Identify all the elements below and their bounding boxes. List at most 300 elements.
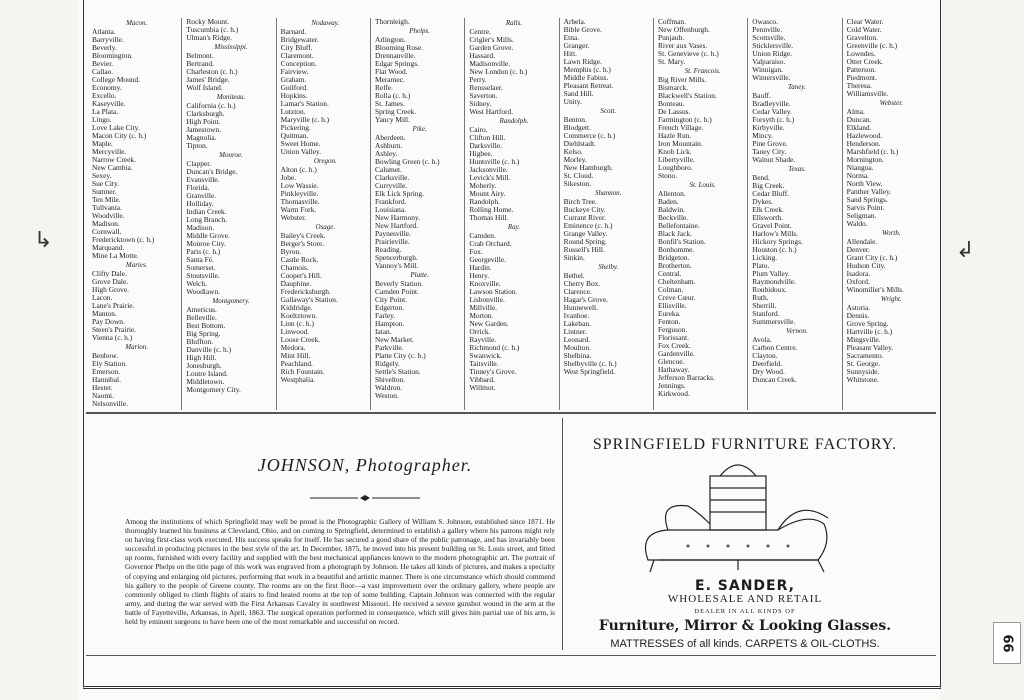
post-office-item: Dauphine.	[280, 279, 312, 288]
post-office-item: Bethel.	[563, 271, 585, 280]
post-office-item: Willmot.	[469, 383, 496, 392]
county-header: St. Francois.	[684, 67, 721, 75]
post-office-item: Rich Fountain.	[280, 367, 325, 376]
post-office-item: Quitman.	[280, 131, 309, 140]
post-office-item: Shivelton.	[374, 375, 406, 384]
post-office-item: Granger.	[563, 41, 590, 50]
post-office-item: Alma.	[846, 107, 865, 116]
post-office-item: Punjaub.	[657, 33, 685, 42]
post-office-item: New London (c. h.)	[469, 67, 528, 76]
county-header: Mississippi.	[214, 43, 248, 51]
post-office-item: Thornleigh.	[374, 18, 410, 26]
post-office-item: Maple.	[92, 139, 113, 148]
post-office-item: Granville.	[186, 191, 217, 200]
post-office-item: Danville (c. h.)	[186, 345, 232, 354]
post-office-item: Relfe.	[374, 83, 393, 92]
post-office-item: Dykes.	[752, 197, 774, 206]
post-office-item: Hassard.	[469, 51, 495, 60]
post-office-item: Grant City (c. h.)	[846, 253, 898, 262]
post-office-item: Kirbyville.	[752, 123, 785, 132]
column-8	[747, 18, 841, 410]
post-office-item: Thomas Hill.	[469, 213, 509, 222]
post-office-item: Sand Hill.	[563, 89, 594, 98]
post-office-item: Loutre Island.	[186, 369, 228, 378]
post-office-item: Ellsworth.	[752, 213, 783, 222]
post-office-item: Owasco.	[752, 18, 778, 26]
post-office-item: Bradleyville.	[752, 99, 791, 108]
post-office-item: Sherrill.	[752, 301, 777, 310]
page-number: 66	[999, 633, 1015, 653]
post-office-item: Farmington (c. h.)	[657, 115, 712, 124]
post-office-item: Love Lake City.	[92, 123, 140, 132]
post-office-item: Tuscumbia (c. h.)	[186, 25, 239, 34]
post-office-item: Meramec.	[374, 75, 405, 84]
post-office-item: Bailey's Creek.	[280, 231, 326, 240]
post-office-item: Wintersville.	[752, 73, 791, 82]
post-office-item: Mount Airy.	[469, 189, 506, 198]
post-office-item: Rensselaer.	[469, 83, 503, 92]
post-office-item: Sexey.	[92, 171, 112, 180]
post-office-item: Bonfil's Station.	[657, 237, 706, 246]
county-header: Monroe.	[219, 151, 243, 159]
county-header: Moniteau.	[216, 93, 246, 101]
post-office-item: Sikeston.	[563, 179, 591, 188]
post-office-item: Lamar's Station.	[280, 99, 329, 108]
post-office-item: Bluffton.	[186, 337, 214, 346]
post-office-item: Duncan's Bridge.	[186, 167, 238, 176]
post-office-item: Alton (c. h.)	[280, 165, 317, 174]
post-office-item: De Lassus.	[657, 107, 691, 116]
post-office-item: Central.	[657, 269, 682, 278]
post-office-item: Pay Down.	[92, 317, 125, 326]
county-header: Marion.	[125, 343, 149, 351]
post-office-item: Yancy Mill.	[374, 115, 410, 124]
post-office-item: Lisbonville.	[469, 295, 505, 304]
post-office-item: Deerfield.	[752, 359, 783, 368]
post-office-item: St. James.	[374, 99, 405, 108]
post-office-item: Swanwick.	[469, 351, 502, 360]
post-office-item: Clarksville.	[374, 173, 410, 182]
post-office-item: Middle Grove.	[186, 231, 230, 240]
post-office-item: Summersville.	[752, 317, 796, 326]
post-office-item: Hathaway.	[657, 365, 690, 374]
post-office-item: Morton.	[469, 311, 494, 320]
post-office-item: Nelsonville.	[92, 399, 128, 408]
post-office-item: Winomiller's Mills.	[846, 285, 904, 294]
post-office-item: Astoria.	[846, 303, 871, 312]
post-office-item: New Hamburgh.	[563, 163, 613, 172]
post-office-item: Middle Fabius.	[563, 73, 609, 82]
column-7	[653, 18, 747, 410]
post-office-item: Edgerton.	[374, 303, 404, 312]
post-office-item: Scottsville.	[752, 33, 786, 42]
post-office-item: Denver.	[846, 245, 870, 254]
post-office-item: Hartville (c. h.)	[846, 327, 893, 336]
post-office-item: Leonard.	[563, 335, 591, 344]
post-office-item: New Harmony.	[374, 213, 421, 222]
sander-mattresses: MATTRESSES of all kinds. CARPETS & OIL-CLOTHS.	[610, 638, 880, 650]
post-office-item: Clarksburgh.	[186, 109, 225, 118]
post-office-item: Bauff.	[752, 91, 771, 100]
post-office-item: Allendale.	[846, 237, 878, 246]
post-office-item: Ellisville.	[657, 301, 687, 310]
post-office-item: Claremont.	[280, 51, 314, 60]
post-office-item: Mincy.	[752, 131, 773, 140]
post-office-item: Unity.	[563, 97, 582, 106]
post-office-item: College Mound.	[92, 75, 141, 84]
post-office-item: Spring Creek.	[374, 107, 417, 116]
post-office-item: Belleville.	[186, 313, 217, 322]
post-office-item: Hagar's Grove.	[563, 295, 609, 304]
post-office-item: Cornwall.	[92, 227, 122, 236]
post-office-item: Russell's Hill.	[563, 245, 605, 254]
post-office-item: Benton.	[563, 115, 587, 124]
post-office-item: Orrick.	[469, 327, 491, 336]
post-office-item: Norma.	[846, 171, 869, 180]
post-office-item: Mine La Motte.	[92, 251, 139, 260]
post-office-item: Jobe.	[280, 173, 297, 182]
post-office-item: River aux Vases.	[657, 41, 708, 50]
post-office-item: Jennings.	[657, 381, 686, 390]
post-office-item: Sunnyside.	[846, 367, 880, 376]
county-header: Taney.	[788, 83, 806, 91]
post-office-item: Welch.	[186, 279, 207, 288]
post-office-item: Grove Spring.	[846, 319, 889, 328]
post-office-item: Knob Lick.	[657, 147, 692, 156]
post-office-item: Libertyville.	[657, 155, 695, 164]
post-office-item: Randolph.	[469, 197, 500, 206]
post-office-item: Jacksonville.	[469, 165, 508, 174]
ornament-rule-icon	[310, 493, 420, 503]
post-office-item: Mint Hill.	[280, 351, 311, 360]
post-office-item: Pine Grove.	[752, 139, 788, 148]
post-office-item: Hitt.	[563, 49, 577, 58]
post-office-item: Currant River.	[563, 213, 606, 222]
post-office-item: Memphis (c. h.)	[563, 65, 611, 74]
post-office-item: Farley.	[374, 311, 396, 320]
post-office-item: Winnigan.	[752, 65, 783, 74]
post-office-item: Madisonville.	[469, 59, 511, 68]
post-office-item: Excello.	[92, 91, 117, 100]
column-6	[559, 18, 653, 410]
column-1	[88, 18, 181, 410]
post-office-item: Taitsville.	[469, 359, 499, 368]
post-office-item: Dennis.	[846, 311, 870, 320]
county-header: Shelby.	[598, 263, 619, 271]
post-office-item: New Cambia.	[92, 163, 133, 172]
post-office-item: Kirkwood.	[657, 389, 690, 398]
page-number-tab	[993, 622, 1021, 664]
post-office-item: Lawn Ridge.	[563, 57, 602, 66]
post-office-item: Dry Wood.	[752, 367, 785, 376]
post-office-item: Sweet Home.	[280, 139, 321, 148]
post-office-item: Linn (c. h.)	[280, 319, 314, 328]
post-office-item: West Springfield.	[563, 367, 616, 376]
post-office-item: Stanford.	[752, 309, 780, 318]
county-header: Scott.	[600, 107, 617, 115]
post-office-item: Avola.	[752, 335, 772, 344]
post-office-item: Beverly Station.	[374, 279, 424, 288]
post-office-item: Sidney.	[469, 99, 492, 108]
county-header: Montgomery.	[212, 297, 250, 305]
post-office-item: Raymondville.	[752, 277, 797, 286]
post-office-item: Morley.	[563, 155, 587, 164]
column-4	[370, 18, 464, 410]
post-office-item: Garden Grove.	[469, 43, 514, 52]
post-office-item: Waldo.	[846, 219, 868, 228]
post-office-item: Brotherton.	[657, 261, 692, 270]
post-office-item: French Village.	[657, 123, 704, 132]
post-office-item: Belmont.	[186, 51, 214, 60]
post-office-item: Long Branch.	[186, 215, 227, 224]
post-office-item: Medora.	[280, 343, 306, 352]
post-office-item: Chamois.	[280, 263, 309, 272]
post-office-item: Pleasant Retreat.	[563, 81, 614, 90]
post-office-item: Stono.	[657, 171, 678, 180]
post-office-item: Centre.	[469, 27, 491, 36]
post-office-item: Glencoe.	[657, 357, 685, 366]
post-office-item: Ruth.	[752, 293, 769, 302]
post-office-item: Arbela.	[563, 18, 586, 26]
right-return-arrow-icon: ↲	[956, 238, 975, 263]
post-office-item: Lutzton.	[280, 107, 306, 116]
post-office-item: Bismarck.	[657, 83, 689, 92]
post-office-item: Moberly.	[469, 181, 497, 190]
post-office-item: Montgomery City.	[186, 385, 241, 394]
post-office-item: Linwood.	[280, 327, 310, 336]
post-office-item: Lane's Prairie.	[92, 301, 135, 310]
post-office-item: Taney City.	[752, 147, 787, 156]
post-office-item: Ivanhoe.	[563, 311, 590, 320]
johnson-title: JOHNSON, Photographer.	[257, 455, 473, 475]
post-office-item: Buckeye City.	[563, 205, 606, 214]
post-office-item: Beckville.	[657, 213, 689, 222]
post-office-item: Henderson.	[846, 139, 881, 148]
post-office-item: Creve Cœur.	[657, 293, 696, 302]
post-office-item: Kelso.	[563, 147, 583, 156]
post-office-item: Loose Creek.	[280, 335, 321, 344]
post-office-item: Hudson City.	[846, 261, 886, 270]
post-office-item: St. Genevieve (c. h.)	[657, 49, 719, 58]
post-office-item: Somerset.	[186, 263, 216, 272]
post-office-item: Union Ridge.	[752, 49, 793, 58]
post-office-item: Paynesville.	[374, 229, 411, 238]
post-office-item: Huntsville (c. h.)	[469, 157, 520, 166]
post-office-item: Bonteau.	[657, 99, 685, 108]
post-office-item: Allenton.	[657, 189, 686, 198]
post-office-item: Duncan.	[846, 115, 872, 124]
post-office-item: Grange Valley.	[563, 229, 608, 238]
post-office-item: Webster.	[280, 213, 307, 222]
county-header: Macon.	[126, 19, 148, 27]
post-office-item: Barryville.	[92, 35, 124, 44]
post-office-item: Higbee.	[469, 149, 493, 158]
post-office-item: Flat Wood.	[374, 67, 408, 76]
post-office-item: Elk Lick Spring.	[374, 189, 425, 198]
johnson-article: Among the institutions of which Springfield may well be proud is the Photographic Gallery of William S. Johnson, established since 1871. He thoroughly learned his business at Cleveland, Ohio, and on coming to Springfield, determined to establish a gallery where his patrons might rely on having first-class work executed. His success speaks for itself. He has secured a good share of the public patronage, and has invariably been successful in producing pictures in the best style of the art. In December, 1875, he moved into his present building on St. Louis street, and fitted up rooms, furnished with every facility and supplied with the best mechanical appliances known to the modern photographic art. The portrait of Governor Phelps on the title page of this work was engraved from a photograph by Johnson. He takes all kinds of pictures, and makes a specialty of copying and enlarging old pictures, performing that work in a beautiful and artistic manner. There is one circumstance which should commend his gallery to the people of Greene county. The rooms are on the first floor—a vast improvement over the ordinary gallery, where people are commonly obliged to climb flights of stairs to find heated rooms at the top of some building. Captain Johnson was connected with the regular army, and during the war served with the First Arkansas Cavalry in southwest Missouri. He received a severe gunshot wound in the arm at the battle of Fayetteville, Arkansas, in April, 1863. The surgical operation performed in consequence, which still gives him partial use of his arm, is held by eminent surgeons to have been one of the most remarkable and successful on record.	[125, 517, 555, 627]
post-office-item: Darksville.	[469, 141, 502, 150]
post-office-item: Ulman's Ridge.	[186, 33, 232, 42]
post-office-item: Plato.	[752, 261, 770, 270]
post-office-item: Thomasville.	[280, 197, 320, 206]
county-header: Ralls.	[505, 19, 523, 27]
post-office-item: New Garden.	[469, 319, 509, 328]
post-office-item: Graham.	[280, 75, 307, 84]
post-office-item: Lingo.	[92, 115, 112, 124]
post-office-item: Jamestown.	[186, 125, 222, 134]
post-office-item: Pennville.	[752, 25, 783, 34]
post-office-item: Otter Creek.	[846, 57, 884, 66]
post-office-item: Hampton.	[374, 319, 405, 328]
post-office-item: Ashley.	[374, 149, 398, 158]
post-office-item: Low Wassie.	[280, 181, 319, 190]
post-office-item: Charleston (c. h.)	[186, 67, 238, 76]
post-office-item: Atlanta.	[92, 27, 116, 36]
post-office-item: Economy.	[92, 83, 122, 92]
post-office-item: Cheltenham.	[657, 277, 696, 286]
post-office-item: Bridgewater.	[280, 35, 319, 44]
post-office-item: Monroe City.	[186, 239, 226, 248]
post-office-item: New Market.	[374, 335, 414, 344]
post-office-item: Macon City (c. h.)	[92, 131, 147, 140]
column-3	[276, 18, 370, 410]
county-header: Pike.	[412, 125, 427, 133]
post-office-item: Benbow.	[92, 351, 119, 360]
post-office-item: Santa Fé.	[186, 255, 214, 264]
post-office-item: Westphalia.	[280, 375, 316, 384]
post-office-item: Isadora.	[846, 269, 871, 278]
post-office-item: Walnut Shade.	[752, 155, 796, 164]
ad-divider	[562, 418, 563, 650]
post-office-item: Hunnewell.	[563, 303, 598, 312]
post-office-item: Clapper.	[186, 159, 212, 168]
post-office-item: Camden Point.	[374, 287, 419, 296]
post-office-item: Bonhomme.	[657, 245, 695, 254]
post-office-item: Williamsville.	[846, 89, 889, 98]
post-office-item: Round Spring.	[563, 237, 607, 246]
county-header: Randolph.	[499, 117, 529, 125]
post-office-item: Indian Creek.	[186, 207, 227, 216]
post-office-item: Shelbina.	[563, 351, 592, 360]
post-office-item: Weston.	[374, 391, 399, 400]
post-office-item: Hannibal.	[92, 375, 121, 384]
post-office-item: Emerson.	[92, 367, 121, 376]
post-office-item: Edgar Springs.	[374, 59, 419, 68]
post-office-item: Blooming Rose.	[374, 43, 424, 52]
post-office-item: High Hill.	[186, 353, 217, 362]
post-office-item: Holliday.	[186, 199, 214, 208]
post-office-item: Manton.	[92, 309, 117, 318]
post-office-item: Big Creek.	[752, 181, 785, 190]
county-header: Maries.	[125, 261, 148, 269]
post-office-item: Clarence.	[563, 287, 592, 296]
post-office-item: Fredericktown (c. h.)	[92, 235, 155, 244]
post-office-item: Florida.	[186, 183, 210, 192]
post-office-item: West Hartford.	[469, 107, 514, 116]
column-5	[464, 18, 558, 410]
post-office-item: Knoxville.	[469, 279, 501, 288]
post-office-item: Mingsville.	[846, 335, 881, 344]
post-office-item: Jefferson Barracks.	[657, 373, 715, 382]
post-office-item: Iatan.	[374, 327, 392, 336]
post-office-item: Koeltztown.	[280, 311, 317, 320]
post-office-item: Etna.	[563, 33, 580, 42]
post-office-item: Woodville.	[92, 211, 125, 220]
post-office-item: Baden.	[657, 197, 679, 206]
post-office-item: Waldron.	[374, 383, 403, 392]
post-office-item: Cedar Valley.	[752, 107, 792, 116]
post-office-item: Tinney's Grove.	[469, 367, 517, 376]
post-office-item: Oxford.	[846, 277, 870, 286]
post-office-item: Piedmont.	[846, 73, 877, 82]
post-office-item: Callao.	[92, 67, 114, 76]
post-office-item: Ferguson.	[657, 325, 688, 334]
post-office-item: Coffman.	[657, 18, 686, 26]
post-office-item: Prairieville.	[374, 237, 410, 246]
post-office-item: Cooper's Hill.	[280, 271, 322, 280]
sofa-engraving-icon	[628, 452, 844, 578]
bottom-rule	[86, 655, 936, 656]
post-office-item: Madison.	[92, 219, 120, 228]
post-office-item: Sand Springs.	[846, 195, 888, 204]
post-office-item: Duncan Creek.	[752, 375, 797, 384]
post-office-item: Clayton.	[752, 351, 778, 360]
post-office-item: Saverton.	[469, 91, 498, 100]
post-office-item: Crigler's Mills.	[469, 35, 514, 44]
post-office-item: Rocky Mount.	[186, 18, 230, 26]
post-office-item: Peachland.	[280, 359, 313, 368]
post-office-item: Bend.	[752, 173, 770, 182]
column-2	[181, 18, 275, 410]
post-office-item: Curryville.	[374, 181, 408, 190]
post-office-item: St. Cloud.	[563, 171, 594, 180]
post-office-item: Woodlawn.	[186, 287, 221, 296]
post-office-item: Gravel Point.	[752, 221, 792, 230]
sander-title: SPRINGFIELD FURNITURE FACTORY.	[592, 436, 898, 453]
post-office-item: La Plata.	[92, 107, 119, 116]
county-header: Texas.	[788, 165, 806, 173]
post-office-item: Sumner.	[92, 187, 117, 196]
county-header: St. Louis.	[689, 181, 716, 189]
post-office-item: Plum Valley.	[752, 269, 790, 278]
post-office-item: Mercyville.	[92, 147, 127, 156]
post-office-item: Barnard.	[280, 27, 307, 36]
post-office-item: Big Spring.	[186, 329, 221, 338]
post-office-item: Lakeban.	[563, 319, 591, 328]
post-office-item: Evansville.	[186, 175, 220, 184]
post-office-item: Gravelton.	[846, 33, 879, 42]
post-office-item: Elkland.	[846, 123, 872, 132]
post-office-item: Sacramento.	[846, 351, 884, 360]
post-office-item: Calumet.	[374, 165, 402, 174]
post-office-item: Roubidoux.	[752, 285, 787, 294]
county-header: Platte.	[410, 271, 429, 279]
post-office-item: Gallaway's Station.	[280, 295, 338, 304]
post-office-item: Louisiana.	[374, 205, 406, 214]
county-header: Ray.	[507, 223, 521, 231]
post-office-item: Fredericksburgh.	[280, 287, 331, 296]
post-office-item: Camden.	[469, 231, 496, 240]
post-office-item: New Offenburgh.	[657, 25, 710, 34]
post-office-item: Panther Valley.	[846, 187, 892, 196]
left-return-arrow-icon: ↳	[34, 228, 53, 253]
post-office-item: Marquand.	[92, 243, 125, 252]
post-office-item: Crab Orchard.	[469, 239, 512, 248]
post-office-item: Gardenville.	[657, 349, 695, 358]
post-office-item: Pinkleyville.	[280, 189, 319, 198]
post-office-item: Vannoy's Mill.	[374, 261, 419, 270]
post-office-item: Millville.	[469, 303, 498, 312]
